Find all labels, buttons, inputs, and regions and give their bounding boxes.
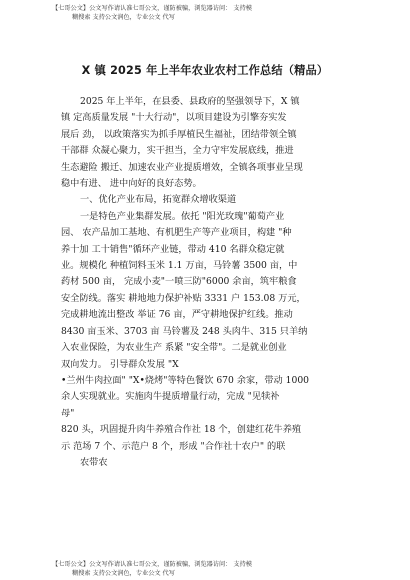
body-line: 完成耕地流出整改 举证 76 亩，严守耕地保护红线。推动 xyxy=(61,309,293,321)
footer-note-line-1: 【七哥公文】公文写作请认准七哥公文，谨防被骗，浏览器访问： 支持模 xyxy=(52,561,252,568)
body-line: 干部群 众凝心聚力，实干担当，全力守牢发展底线，推进 xyxy=(61,145,294,157)
body-line: 稳中有进、 进中向好的良好态势。 xyxy=(61,178,202,190)
document-body xyxy=(61,94,366,471)
body-line: 双向发力。 引导群众发展 "X xyxy=(61,358,179,370)
body-line: 镇 定高质量发展 "十大行动"，以项目建设为引擎夯实发 xyxy=(61,112,287,124)
body-line: 生态避险 搬迁、加速农业产业提质增效，全镇各项事业呈现 xyxy=(61,161,303,173)
body-line: 药材 500 亩， 完成小麦"一喷三防"6000 余亩，筑牢粮食 xyxy=(61,276,297,288)
body-line: 8430 亩玉米、3703 亩 马铃薯及 248 头肉牛、315 只羊纳 xyxy=(61,325,308,337)
body-line: 农带农 xyxy=(80,456,108,468)
footer-note-line-2: 糊搜索 支持公文润色，专业公文 代写 xyxy=(72,570,175,577)
body-line: 一是特色产业集群发展。依托 "阳光玫瑰"葡萄产业 xyxy=(80,210,285,222)
body-line: 余人实现就业。实施肉牛提质增量行动，完成 "见犊补 xyxy=(61,391,280,403)
body-line: 安全防线。落实 耕地地力保护补贴 3331 户 153.08 万元， xyxy=(61,292,306,304)
body-line: 入农业保险，为农业生产 系紧 "安全带"。二是就业创业 xyxy=(61,342,287,354)
body-line: 母" xyxy=(61,407,75,419)
body-line: 2025 年上半年，在县委、县政府的坚强领导下，X 镇 xyxy=(80,96,300,107)
body-line: 园、 农产品加工基地、有机肥生产等产业项目，构建 "种 xyxy=(61,227,292,239)
body-line: 展后 劲， 以政策落实为抓手厚植民生福祉，团结带领全镇 xyxy=(61,128,297,140)
body-line: 820 头，巩固提升肉牛养殖合作社 18 个，创建红花牛养殖 xyxy=(61,424,302,436)
body-line: 业。规模化 种植饲料玉米 1.1 万亩，马铃薯 3500 亩，中 xyxy=(61,260,298,272)
header-note-line-2: 糊搜索 支持公文润色，专业公文 代写 xyxy=(72,14,175,21)
body-line: 示 范场 7 个、示范户 8 个，形成 "合作社十农户" 的联 xyxy=(61,440,286,452)
header-note-line-1: 【七哥公文】公文写作请认准七哥公文，谨防被骗，浏览器访问： 支持模 xyxy=(52,5,252,12)
body-line: •兰州牛肉拉面" "X•烧烤"等特色餐饮 670 余家，带动 1000 xyxy=(61,374,310,386)
document-title: X 镇 2025 年上半年农业农村工作总结（精品） xyxy=(81,64,329,77)
section-heading: 一、优化产业布局，拓宽群众增收渠道 xyxy=(80,194,237,206)
footer-watermark-note xyxy=(52,560,382,578)
header-watermark-note xyxy=(52,4,382,22)
body-line: 养十加 工十销售"循环产业链，带动 410 名群众稳定就 xyxy=(61,243,285,255)
